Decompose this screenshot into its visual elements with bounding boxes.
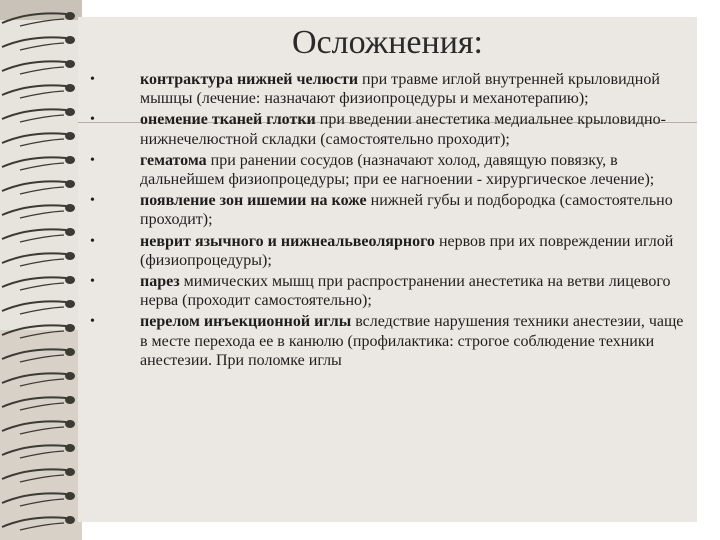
bullet-icon: • [90,233,95,249]
notebook-spirals [0,0,90,540]
notebook-spiral-icon [2,84,75,98]
item-term: перелом инъекционной иглы [140,313,352,331]
bullet-icon: • [90,72,95,87]
notebook-spiral-icon [2,228,75,242]
list-item-3 [90,151,690,189]
notebook-spiral-icon [2,372,75,386]
notebook-spiral-icon [2,276,75,290]
item-text: нервов при их повреждении иглой (физиопроцедуры); [140,232,674,269]
complications-list [90,70,690,372]
notebook-spiral-icon [2,60,75,74]
item-text: при травме иглой внутренней крыловидной мышцы (лечение: назначают физиопроцедуры и механотерапию); [140,71,660,108]
bullet-icon: • [90,193,95,209]
notebook-spiral-icon [2,180,75,194]
bullet-icon: • [90,314,95,330]
notebook-spiral-icon [2,132,75,146]
list-item-7 [90,312,690,370]
item-text: вследствие нарушения техники анестезии, чаще в месте перехода ее в канюлю (профилактика: строгое соблюдение техники анестезии. При поломке иглы [140,313,684,369]
list-item-6 [90,272,690,310]
notebook-spiral-icon [2,348,75,362]
item-term: контрактура нижней челюсти [140,71,359,88]
list-item-5 [90,232,690,270]
notebook-spiral-icon [2,108,75,122]
item-text: при введении анестетика медиальнее крыловидно-нижнечелюстной складки (самостоятельно проходит); [140,111,666,148]
notebook-spiral-icon [2,468,75,482]
bullet-icon: • [90,274,95,290]
bullet-icon: • [90,152,95,168]
list-item-4 [90,191,690,229]
item-term: онемение тканей глотки [140,111,316,129]
item-term: гематома [140,151,207,169]
notebook-spiral-icon [2,324,75,338]
notebook-spiral-icon [2,300,75,314]
notebook-spiral-icon [2,492,75,506]
list-item-1 [90,70,690,108]
notebook-spiral-icon [2,204,75,218]
item-text: нижней губы и подбородка (самостоятельно проходит); [140,192,673,229]
item-text: мимических мышц при распространении анестетика на ветви лицевого нерва (проходит самостоятельно); [140,273,671,310]
notebook-spiral-icon [2,156,75,170]
notebook-spiral-icon [2,444,75,458]
notebook-spiral-icon [2,252,75,266]
slide-title: Осложнения: [291,24,484,61]
item-term: неврит язычного и нижнеальвеолярного [140,232,435,250]
notebook-spiral-icon [2,12,75,26]
list-item-2 [90,110,690,148]
notebook-spiral-icon [2,36,75,50]
notebook-spiral-icon [2,420,75,434]
notebook-spiral-icon [2,396,75,410]
item-term: парез [140,273,180,291]
item-text: при ранении сосудов (назначают холод, давящую повязку, в дальнейшем физиопроцедуры; при ее нагноении - хирургическое лечение); [140,151,655,189]
bullet-icon: • [90,112,95,128]
notebook-spiral-icon [2,516,75,530]
item-term: появление зон ишемии на коже [140,192,367,210]
